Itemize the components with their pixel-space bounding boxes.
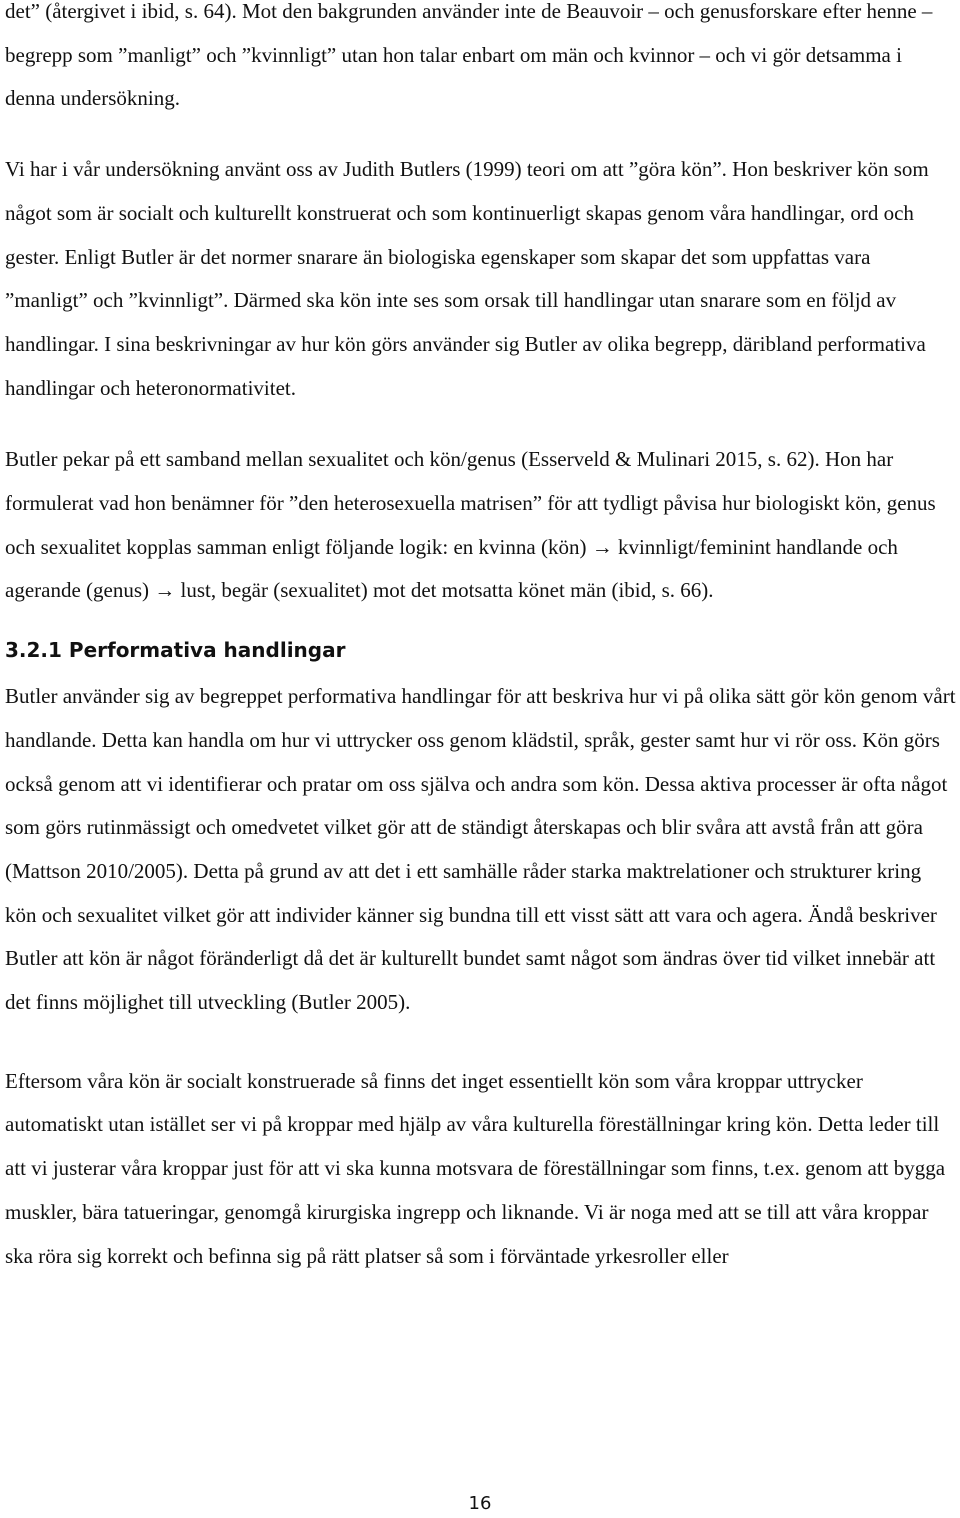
page-number: 16 <box>468 1493 492 1514</box>
document-page <box>5 0 957 1278</box>
paragraph-heterosexual-matrix: Butler pekar på ett samband mellan sexualitet och kön/genus (Esserveld & Mulinari 2015, s. 62). Hon har formulerat vad hon benämner för ”den heterosexuella matrisen” för att tydligt påvisa hur biologiskt kön, genus och sexualitet kopplas samman enligt följande logik: en kvinna (kön) → kvinnligt/feminint handlande och agerande (genus) → lust, begär (sexualitet) mot det motsatta könet män (ibid, s. 66). <box>5 447 936 603</box>
paragraph-performative-acts: Butler använder sig av begreppet performativa handlingar för att beskriva hur vi på olika sätt gör kön genom vårt handlande. Detta kan handla om hur vi uttrycker oss genom klädstil, språk, gester samt hur vi rör oss. Kön görs också genom att vi identifierar och pratar om oss själva och andra som kön. Dessa aktiva processer är ofta något som görs rutinmässigt och omedvetet vilket gör att de ständigt återskapas och blir svåra att avstå från att göra (Mattson 2010/2005). Detta på grund av att det i ett samhälle råder starka maktrelationer och strukturer kring kön och sexualitet vilket gör att individer känner sig bundna till ett visst sätt att vara och agera. Ändå beskriver Butler att kön är något föränderligt då det är kulturellt bundet samt något som ändras över tid vilket innebär att det finns möjlighet till utveckling (Butler 2005). <box>5 684 956 1015</box>
paragraph-social-construction: Eftersom våra kön är socialt konstruerade så finns det inget essentiellt kön som våra kroppar uttrycker automatiskt utan istället ser vi på kroppar med hjälp av våra kulturella föreställningar kring kön. Detta leder till att vi justerar våra kroppar just för att vi ska kunna motsvara de föreställningar som finns, t.ex. genom att bygga muskler, bära tatueringar, genomgå kirurgiska ingrepp och liknande. Vi är noga med att se till att våra kroppar ska röra sig korrekt och befinna sig på rätt platser så som i förväntade yrkesroller eller <box>5 1068 946 1268</box>
paragraph-beauvoir-conclusion: det” (återgivet i ibid, s. 64). Mot den bakgrunden använder inte de Beauvoir – och genusforskare efter henne – begrepp som ”manligt” och ”kvinnligt” utan hon talar enbart om män och kvinnor – och vi gör detsamma i denna undersökning. <box>5 0 933 111</box>
paragraph-butler-theory: Vi har i vår undersökning använt oss av Judith Butlers (1999) teori om att ”göra kön”. Hon beskriver kön som något som är socialt och kulturellt konstruerat och som kontinuerligt skapas genom våra handlingar, ord och gester. Enligt Butler är det normer snarare än biologiska egenskaper som skapar det som uppfattas vara ”manligt” och ”kvinnligt”. Därmed ska kön inte ses som orsak till handlingar utan snarare som en följd av handlingar. I sina beskrivningar av hur kön görs använder sig Butler av olika begrepp, däribland performativa handlingar och heteronormativitet. <box>5 157 929 400</box>
section-heading: 3.2.1 Performativa handlingar <box>5 638 346 663</box>
